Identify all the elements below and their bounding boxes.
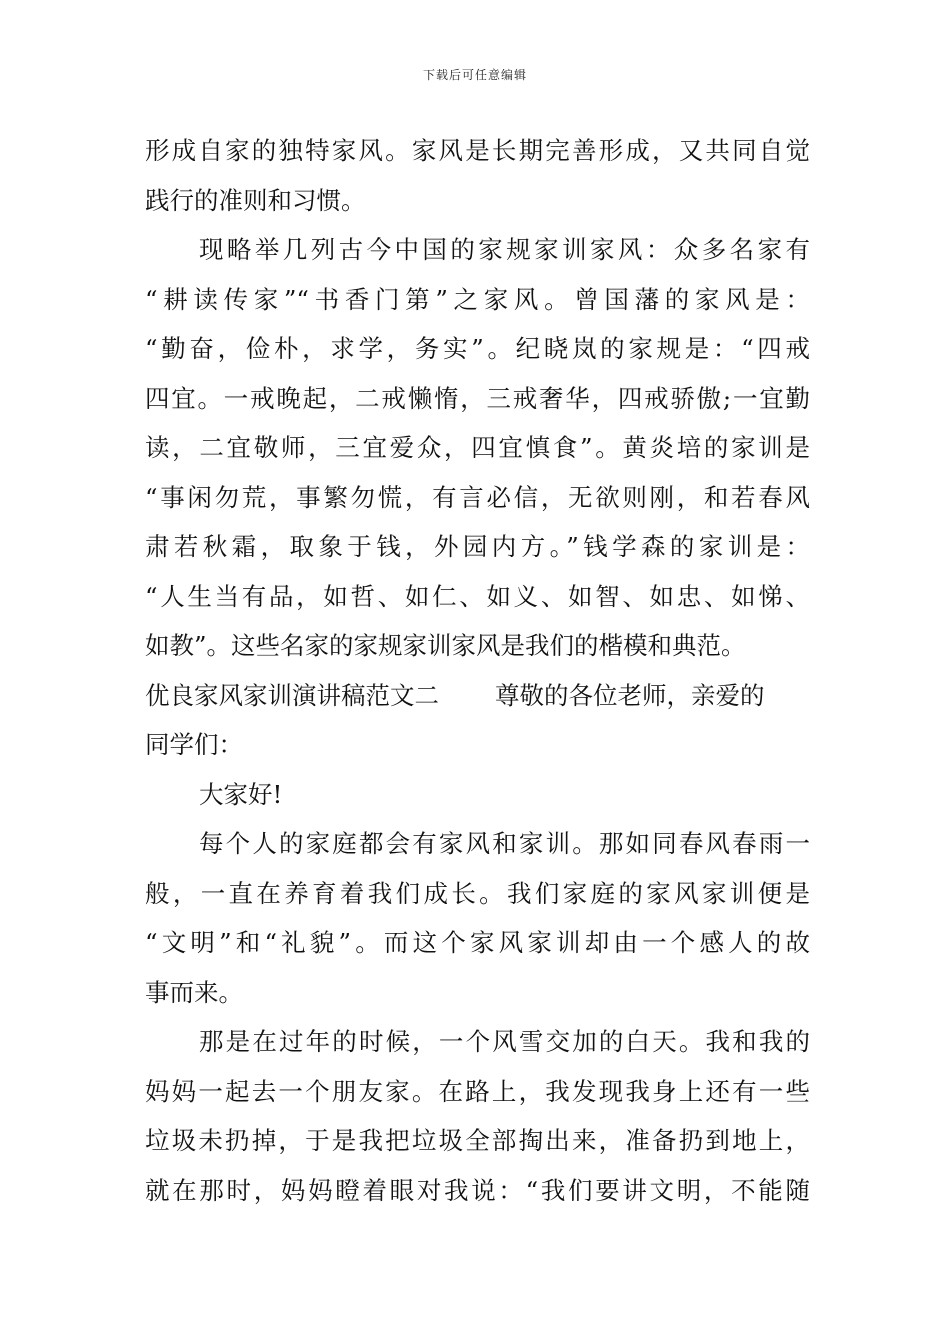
section-title: 优良家风家训演讲稿范文二	[145, 680, 439, 710]
text-line: 每个人的家庭都会有家风和家训。那如同春风春雨一	[199, 829, 810, 858]
text-line: “耕读传家”“书香门第”之家风。曾国藩的家风是：	[145, 284, 810, 314]
section-title-line	[145, 671, 810, 721]
page-header: 下载后可任意编辑	[422, 68, 527, 82]
text-line: “事闲勿荒，事繁勿慌，有言必信，无欲则刚，和若春风	[145, 482, 810, 512]
text-line: 就在那时，妈妈瞪着眼对我说：“我们要讲文明，不能随	[145, 1175, 810, 1205]
text-line: 读，二宜敬师，三宜爱众，四宜慎食”。黄炎培的家训是	[145, 433, 810, 462]
text-line: 形成自家的独特家风。家风是长期完善形成，又共同自觉	[145, 136, 810, 165]
text-line: 大家好!	[199, 779, 283, 809]
text-line: 如教”。这些名家的家规家训家风是我们的楷模和典范。	[145, 631, 746, 660]
text-line: 肃若秋霜，取象于钱，外园内方。”钱学森的家训是：	[145, 532, 810, 561]
text-line: 般，一直在养育着我们成长。我们家庭的家风家训便是	[145, 878, 810, 908]
text-line: 事而来。	[145, 977, 243, 1007]
greeting-text: 尊敬的各位老师，亲爱的	[495, 680, 765, 710]
text-line: 那是在过年的时候，一个风雪交加的白天。我和我的	[199, 1027, 810, 1056]
text-line: 四宜。一戒晚起，二戒懒惰，三戒奢华，四戒骄傲;一宜勤	[145, 383, 810, 413]
text-line: “文明”和“礼貌”。而这个家风家训却由一个感人的故	[145, 928, 810, 957]
text-line: 垃圾未扔掉，于是我把垃圾全部掏出来，准备扔到地上，	[145, 1126, 810, 1155]
text-line: “勤奋，俭朴，求学，务实”。纪晓岚的家规是：“四戒	[145, 334, 810, 363]
text-line: “人生当有品，如哲、如仁、如义、如智、如忠、如悌、	[145, 581, 810, 611]
text-line: 同学们：	[145, 730, 243, 759]
document-body	[145, 126, 810, 1215]
text-line: 现略举几列古今中国的家规家训家风：众多名家有	[199, 235, 810, 264]
text-line: 妈妈一起去一个朋友家。在路上，我发现我身上还有一些	[145, 1076, 810, 1106]
text-line: 践行的准则和习惯。	[145, 185, 366, 215]
